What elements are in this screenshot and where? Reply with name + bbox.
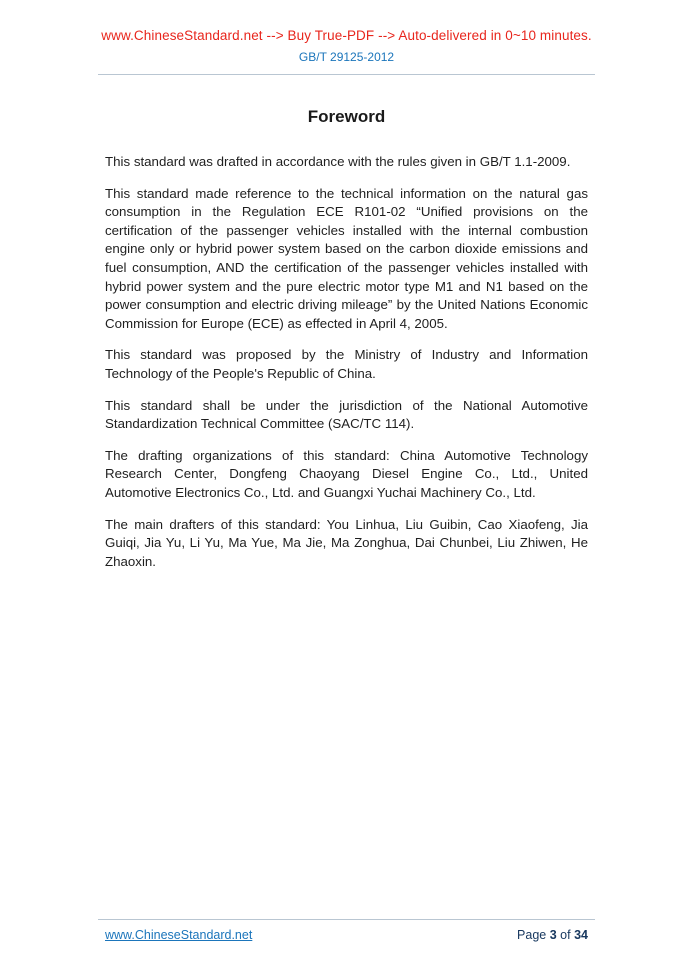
standard-code: GB/T 29125-2012 [298, 50, 395, 64]
header-divider [98, 74, 595, 75]
page-title: Foreword [307, 107, 386, 126]
page-indicator [517, 928, 588, 942]
foreword-paragraph-4: This standard shall be under the jurisdiction of the National Automotive Standardization Technical Committee (SAC/TC 114). [105, 397, 588, 432]
foreword-paragraph-6: The main drafters of this standard: You Linhua, Liu Guibin, Cao Xiaofeng, Jia Guiqi, Jia Yu, Li Yu, Ma Yue, Ma Jie, Ma Zonghua, Dai Chunbei, Liu Zhiwen, He Zhaoxin. [105, 516, 588, 569]
foreword-paragraph-5: The drafting organizations of this standard: China Automotive Technology Research Center, Dongfeng Chaoyang Diesel Engine Co., Ltd., United Automotive Electronics Co., Ltd. and Guangxi Yuchai Machinery Co., Ltd. [105, 447, 588, 500]
of-label: of [560, 928, 571, 942]
total-pages: 34 [574, 928, 588, 942]
page-number: 3 [549, 928, 557, 942]
page-footer [0, 909, 693, 942]
document-body [0, 107, 693, 571]
page-label: Page [517, 928, 547, 942]
promo-banner: www.ChineseStandard.net --> Buy True-PDF --> Auto-delivered in 0~10 minutes. [101, 28, 592, 43]
page-header [0, 0, 693, 75]
foreword-paragraph-3: This standard was proposed by the Ministry of Industry and Information Technology of the People's Republic of China. [105, 347, 588, 381]
foreword-paragraph-1: This standard was drafted in accordance with the rules given in GB/T 1.1-2009. [105, 154, 571, 169]
foreword-paragraph-2: This standard made reference to the technical information on the natural gas consumption in the Regulation ECE R101-02 “Unified provisions on the certification of the passenger vehicles installed with the internal combustion engine only or hybrid power system based on the carbon dioxide emissions and fuel consumption, AND the certification of the passenger vehicles installed with hybrid power system and the pure electric motor type M1 and N1 based on the power consumption and electric driving mileage” by the United Nations Economic Commission for Europe (ECE) as effected in April 4, 2005. [105, 185, 588, 331]
footer-site-link[interactable]: www.ChineseStandard.net [105, 928, 253, 942]
